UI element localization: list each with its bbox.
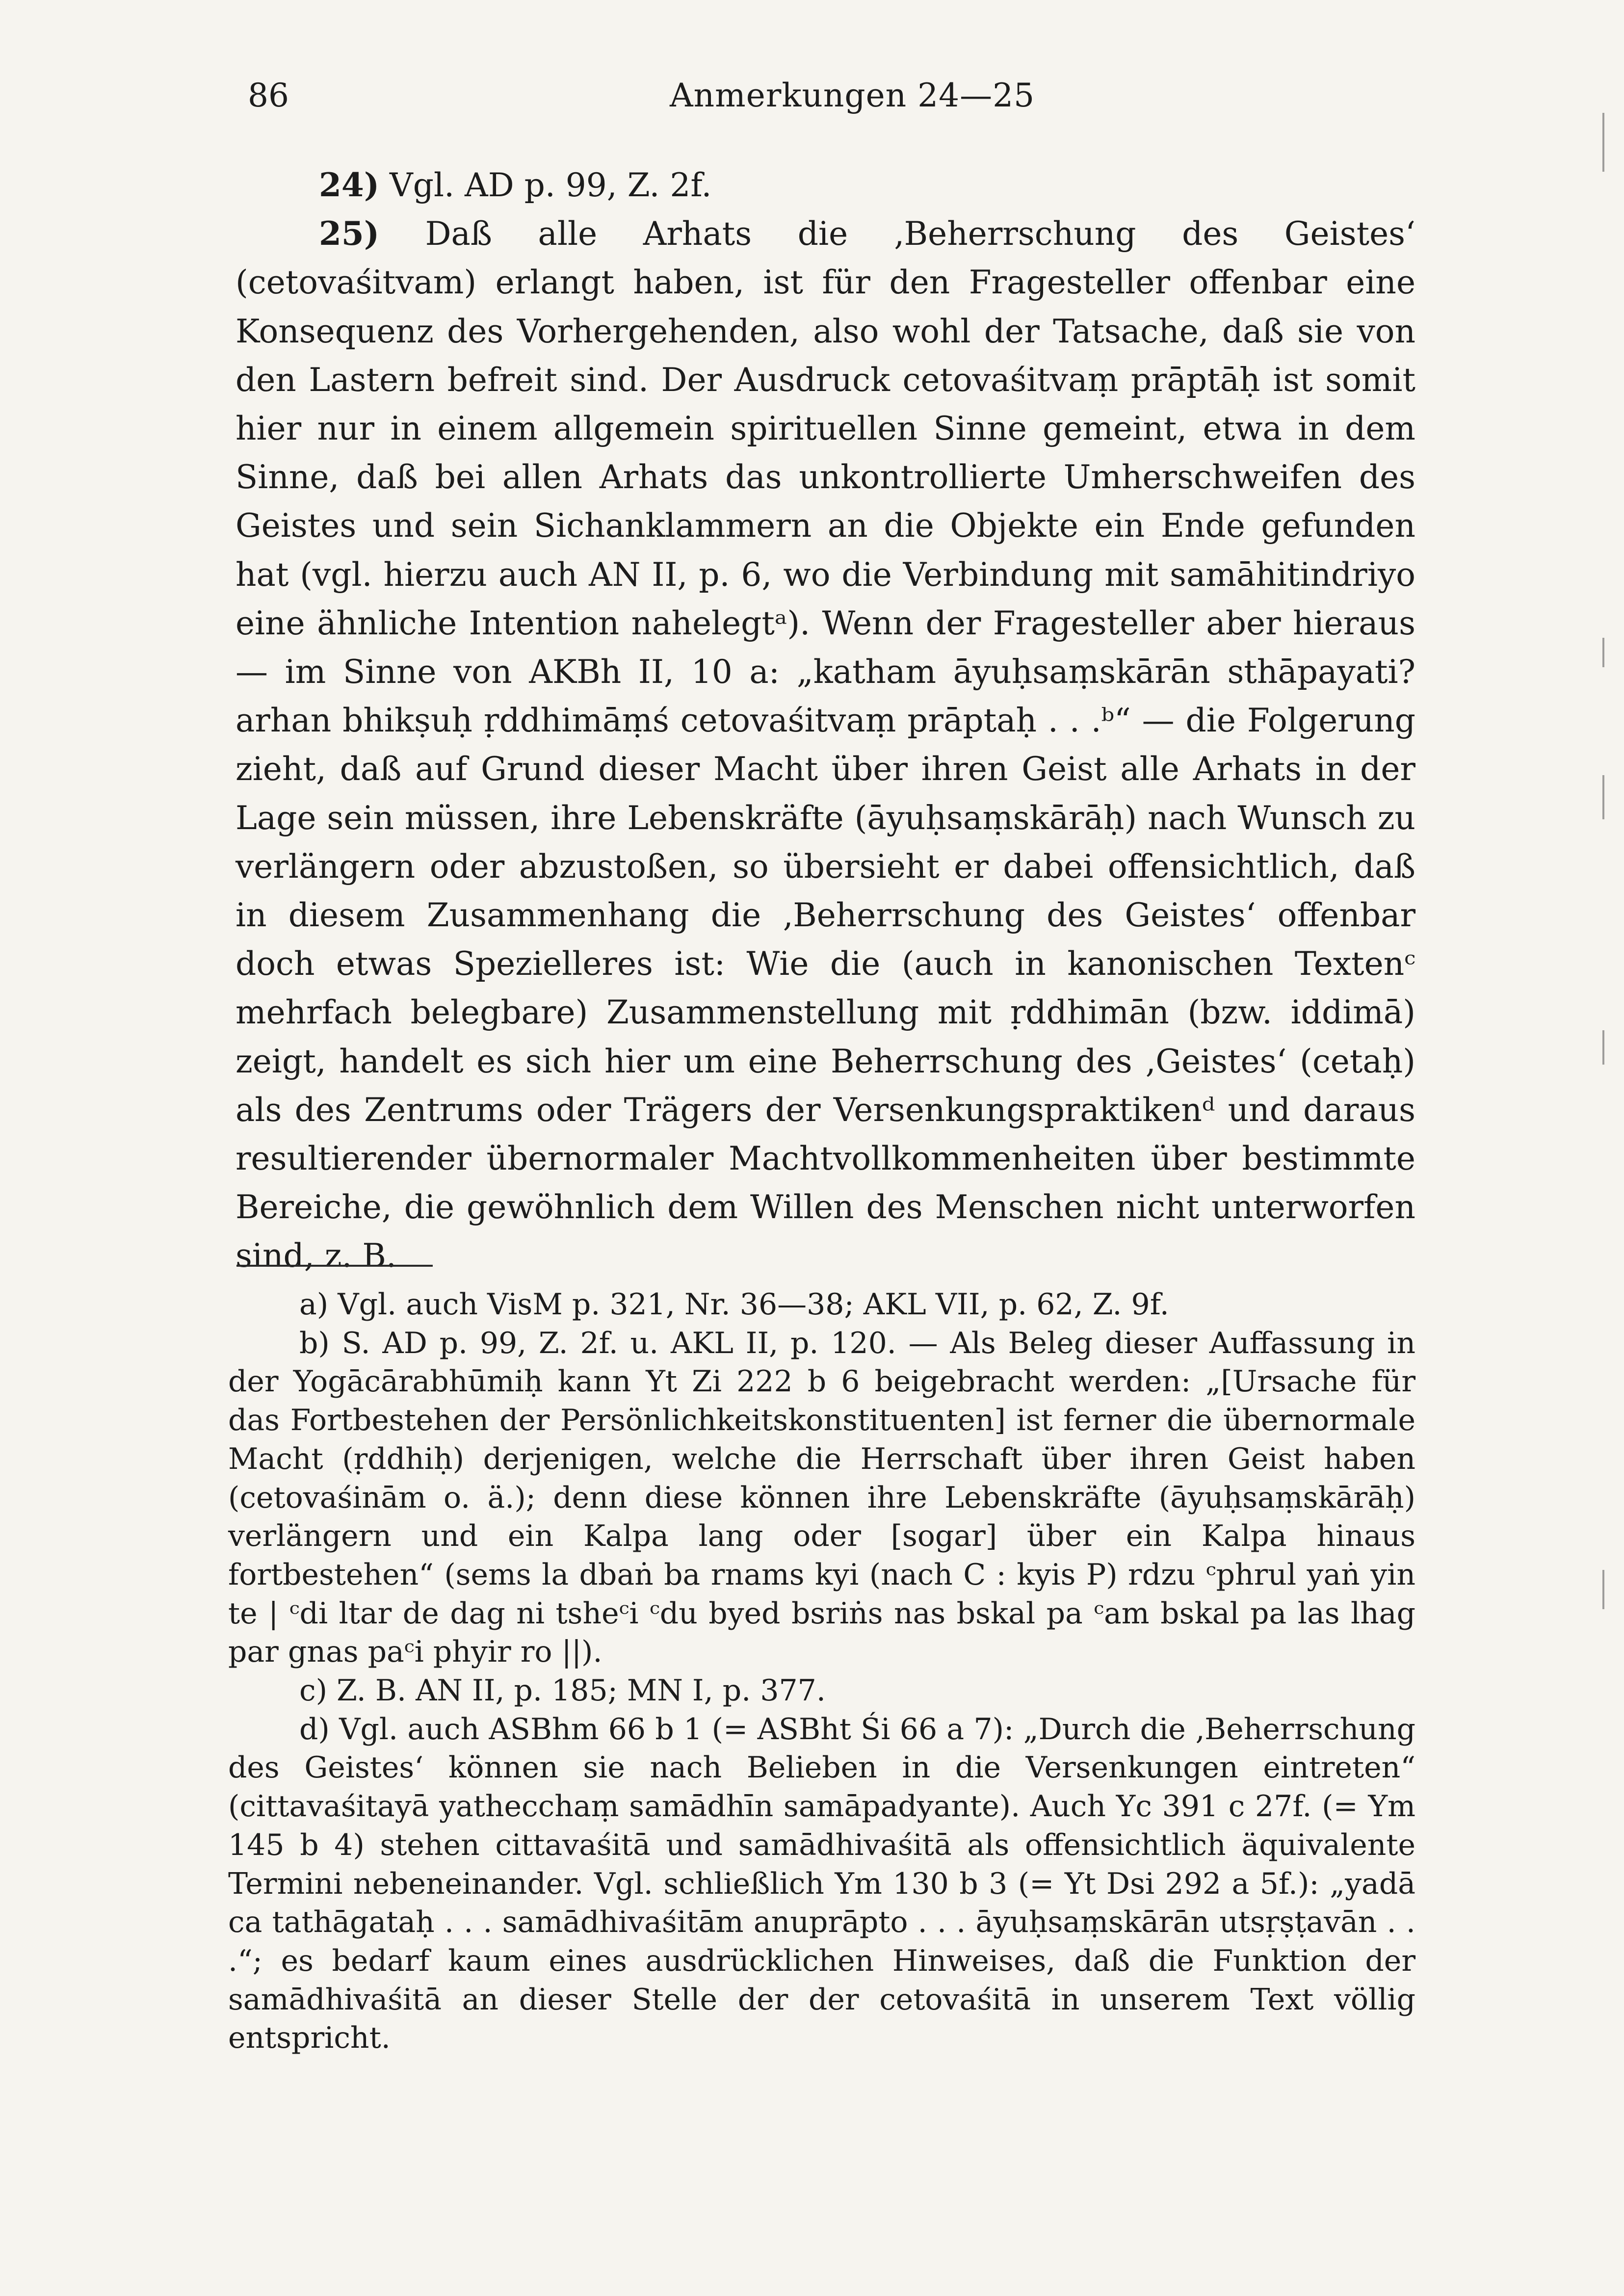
footnote-c: c) Z. B. AN II, p. 185; MN I, p. 377. — [299, 1673, 826, 1708]
scan-mark — [1602, 638, 1604, 667]
note-24-number: 24) — [319, 166, 380, 204]
main-text — [236, 161, 1415, 1280]
scan-mark — [1602, 1570, 1604, 1609]
scan-edge-marks — [1590, 98, 1604, 1668]
scan-mark — [1602, 113, 1604, 172]
page-number: 86 — [248, 77, 289, 114]
page-header — [248, 74, 1413, 118]
running-title: Anmerkungen 24—25 — [670, 77, 1035, 114]
footnote-d: d) Vgl. auch ASBhm 66 b 1 (= ASBht Śi 66 a 7): „Durch die ‚Beherrschung des Geistes‘ können sie nach Belieben in die Versenkungen eintreten“ (cittavaśitayā yathecchaṃ samādhīn samāpadyante). Auch Yc 391 c 27f. (= Ym 145 b 4) stehen cittavaśitā und samādhivaśitā als offensichtlich äquivalente Termini nebeneinander. Vgl. schließlich Ym 130 b 3 (= Yt Dsi 292 a 5f.): „yadā ca tathāgataḥ . . . samādhivaśitām anuprāpto . . . āyuḥsaṃskārān utsṛṣṭavān . . .“; es bedarf kaum eines ausdrücklichen Hinweises, daß die Funktion der samādhivaśitā an dieser Stelle der der cetovaśitā in unserem Text völlig entspricht. — [228, 1712, 1415, 2056]
footnote-b: b) S. AD p. 99, Z. 2f. u. AKL II, p. 120. — Als Beleg dieser Auffassung in der Yogācārabhūmiḥ kann Yt Zi 222 b 6 beigebracht werden: „[Ursache für das Fortbestehen der Persönlichkeitskonstituenten] ist ferner die übernormale Macht (ṛddhiḥ) derjenigen, welche die Herrschaft über ihren Geist haben (cetovaśinām o. ä.); denn diese können ihre Lebenskräfte (āyuḥsaṃskārāḥ) verlängern und ein Kalpa lang oder [sogar] über ein Kalpa hinaus fortbestehen“ (sems la dbaṅ ba rnams kyi (nach C : kyis P) rdzu ᶜphrul yaṅ yin te | ᶜdi ltar de dag ni tsheᶜi ᶜdu byed bsriṅs nas bskal pa ᶜam bskal pa las lhag par gnas paᶜi phyir ro ||). — [228, 1326, 1415, 1670]
footnote-a: a) Vgl. auch VisM p. 321, Nr. 36—38; AKL VII, p. 62, Z. 9f. — [299, 1287, 1169, 1322]
scan-mark — [1602, 1030, 1604, 1065]
note-25 — [236, 209, 1415, 1280]
note-24 — [236, 161, 1415, 209]
note-25-number: 25) — [319, 214, 380, 253]
note-24-text: Vgl. AD p. 99, Z. 2f. — [379, 166, 712, 204]
footnote-divider — [236, 1265, 433, 1267]
note-25-text: Daß alle Arhats die ‚Beherrschung des Geistes‘ (cetovaśitvam) erlangt haben, ist für den Fragesteller offenbar eine Konsequenz des Vorhergehenden, also wohl der Tatsache, daß sie von den Lastern befreit sind. Der Ausdruck cetovaśitvaṃ prāptāḥ ist somit hier nur in einem allgemein spirituellen Sinne gemeint, etwa in dem Sinne, daß bei allen Arhats das unkontrollierte Umherschweifen des Geistes und sein Sichanklammern an die Objekte ein Ende gefunden hat (vgl. hierzu auch AN II, p. 6, wo die Verbindung mit samāhitindriyo eine ähnliche Intention nahelegtᵃ). Wenn der Fragesteller aber hieraus — im Sinne von AKBh II, 10 a: „katham āyuḥsaṃskārān sthāpayati? arhan bhikṣuḥ ṛddhimāṃś cetovaśitvaṃ prāptaḥ . . .ᵇ“ — die Folgerung zieht, daß auf Grund dieser Macht über ihren Geist alle Arhats in der Lage sein müssen, ihre Lebenskräfte (āyuḥsaṃskārāḥ) nach Wunsch zu verlängern oder abzustoßen, so übersieht er dabei offensichtlich, daß in diesem Zusammenhang die ‚Beherrschung des Geistes‘ offenbar doch etwas Spezielleres ist: Wie die (auch in kanonischen Textenᶜ mehrfach belegbare) Zusammenstellung mit ṛddhimān (bzw. iddimā) zeigt, handelt es sich hier um eine Beherrschung des ‚Geistes‘ (cetaḥ) als des Zentrums oder Trägers der Versenkungspraktikenᵈ und daraus resultierender übernormaler Machtvollkommenheiten über bestimmte Bereiche, die gewöhnlich dem Willen des Menschen nicht unterworfen sind, z. B. — [236, 215, 1415, 1275]
scan-mark — [1602, 775, 1604, 819]
footnotes — [228, 1285, 1415, 2058]
